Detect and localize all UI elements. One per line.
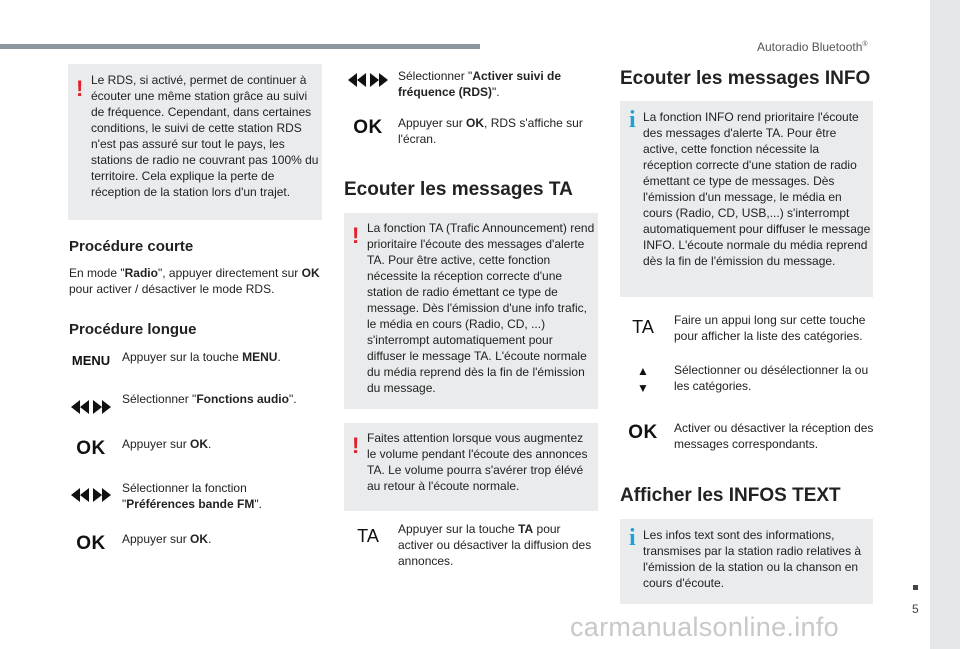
- info-icon: i: [629, 525, 636, 551]
- note-infos-text-text: Les infos text sont des informations, transmises par la station radio relatives à l'émission de la station ou la chanson en cours d'écoute.: [643, 528, 862, 590]
- watermark: carmanualsonline.info: [570, 612, 839, 642]
- top-rule: [0, 44, 480, 49]
- ok-key-icon: OK: [76, 533, 106, 554]
- menu-key-icon: MENU: [71, 352, 111, 368]
- infos-text-section-title: Afficher les INFOS TEXT: [620, 485, 841, 506]
- note-info: [620, 101, 873, 297]
- note-info-text: La fonction INFO rend prioritaire l'écoute des messages d'alerte TA. Pour être active, cette fonction nécessite la réception correcte d'une station de radio émettant ce type de messages. Dès l'émission d'un message, le média en cours (Radio, CD, USB,...) s'interrompt automatiquement pour diffuser le message INFO. L'écoute normale du média reprend dès la fin de l'émission du message.: [643, 110, 871, 268]
- page-header: Autoradio Bluetooth®: [757, 40, 868, 54]
- step-ok-1: Appuyer sur OK.: [122, 437, 212, 451]
- step-fm-preferences: Sélectionner la fonction "Préférences bande FM".: [122, 481, 262, 511]
- page-edge-strip: [930, 0, 960, 649]
- short-procedure-title: Procédure courte: [69, 238, 194, 255]
- note-rds: [68, 64, 322, 220]
- left-right-arrows-icon: [68, 397, 114, 417]
- left-right-arrows-icon: [68, 485, 114, 505]
- step-activate-reception: Activer ou désactiver la réception des messages correspondants.: [674, 421, 874, 451]
- ta-key-icon: TA: [357, 525, 379, 546]
- step-ok-2: Appuyer sur OK.: [122, 532, 212, 546]
- note-rds-text: Le RDS, si activé, permet de continuer à écouter une même station grâce au suivi de fréquence. Cependant, dans certaines conditions, le suivi de cette station RDS n'est pas assuré sur tout le pays, les stations de radio ne couvrant pas 100% du territoire. Cela explique la perte de réception de la station lors d'un trajet.: [91, 73, 319, 199]
- up-arrow-icon: ▲: [637, 364, 649, 378]
- ok-key-icon: OK: [76, 438, 106, 459]
- warning-icon: !: [352, 433, 360, 458]
- info-section-title: Ecouter les messages INFO: [620, 68, 871, 89]
- info-icon: i: [629, 107, 636, 133]
- note-ta-text: La fonction TA (Trafic Announcement) rend prioritaire l'écoute des messages d'alerte TA. Pour être active, cette fonction nécessite la réception correcte d'une station de radio émettant ce type de message. Dès l'émission d'une info trafic, le média en cours (Radio, CD, ...) s'interrompt automatiquement pour diffuser le message TA. L'écoute normale du média reprend dès la fin de l'émission du message.: [367, 221, 595, 395]
- page-number: 5: [912, 602, 919, 616]
- step-activate-rds: Sélectionner "Activer suivi de fréquence (RDS)".: [398, 69, 562, 99]
- note-ta: [344, 213, 598, 409]
- note-infos-text: [620, 519, 873, 604]
- long-procedure-title: Procédure longue: [69, 321, 197, 338]
- ok-key-icon: OK: [628, 422, 658, 443]
- page-marker: [913, 585, 918, 590]
- warning-icon: !: [76, 76, 84, 101]
- warning-icon: !: [352, 223, 360, 248]
- left-right-arrows-icon: [345, 70, 391, 90]
- short-procedure-text: En mode "Radio", appuyer directement sur OK pour activer / désactiver le mode RDS.: [69, 266, 320, 296]
- step-menu: Appuyer sur la touche MENU.: [122, 350, 281, 364]
- ta-key-icon: TA: [632, 316, 654, 337]
- ta-section-title: Ecouter les messages TA: [344, 179, 573, 200]
- step-audio-functions: Sélectionner "Fonctions audio".: [122, 392, 297, 406]
- step-ok-rds: Appuyer sur OK, RDS s'affiche sur l'écran.: [398, 116, 583, 146]
- note-volume-text: Faites attention lorsque vous augmentez le volume pendant l'écoute des annonces TA. Le volume pourra s'avérer trop élévé au retour à l'écoute normale.: [367, 431, 588, 493]
- up-down-arrows-icon: [620, 363, 666, 397]
- note-volume: [344, 423, 598, 511]
- step-ta-toggle: Appuyer sur la touche TA pour activer ou désactiver la diffusion des annonces.: [398, 522, 592, 568]
- down-arrow-icon: ▼: [637, 381, 649, 395]
- ok-key-icon: OK: [353, 117, 383, 138]
- step-ta-long-press: Faire un appui long sur cette touche pour afficher la liste des catégories.: [674, 313, 866, 343]
- step-select-categories: Sélectionner ou désélectionner la ou les catégories.: [674, 363, 869, 393]
